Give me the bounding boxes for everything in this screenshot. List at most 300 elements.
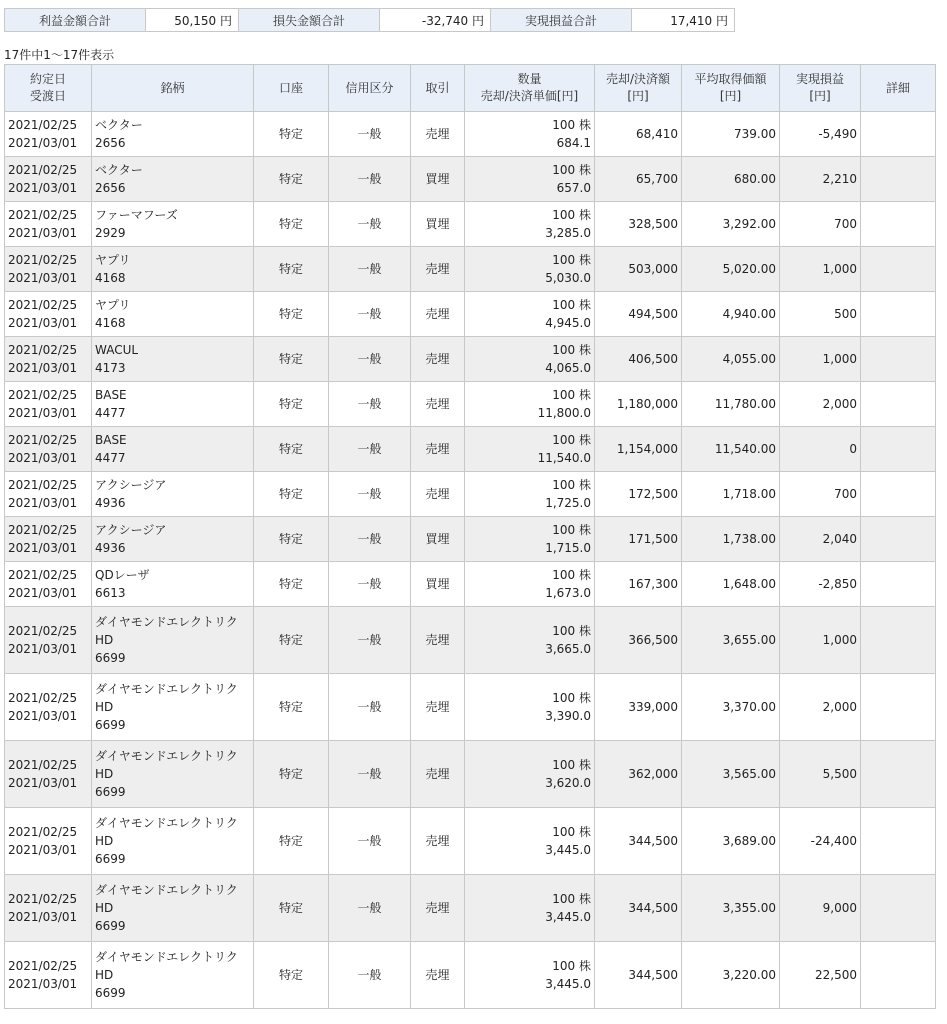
avg-cost-cell: 11,540.00 (682, 427, 780, 472)
settle-date: 2021/03/01 (8, 181, 78, 195)
realized-pnl-cell: 5,500 (780, 741, 861, 808)
quantity: 100 株 (552, 959, 591, 973)
realized-pnl-cell: 2,000 (780, 674, 861, 741)
amount-cell: 171,500 (595, 517, 682, 562)
settle-date: 2021/03/01 (8, 406, 78, 420)
quantity: 100 株 (552, 208, 591, 222)
amount-cell: 328,500 (595, 202, 682, 247)
stock-name: ベクター (95, 163, 143, 177)
dates-cell (5, 427, 92, 472)
amount-cell: 339,000 (595, 674, 682, 741)
table-row (5, 607, 936, 674)
dates-cell (5, 337, 92, 382)
settle-price: 3,620.0 (545, 776, 591, 790)
realized-pnl-cell: 2,000 (780, 382, 861, 427)
header-credit: 信用区分 (329, 65, 411, 112)
credit-cell: 一般 (329, 607, 411, 674)
quantity: 100 株 (552, 523, 591, 537)
stock-code: 6613 (95, 586, 126, 600)
qty-price-cell (465, 517, 595, 562)
stock-cell (92, 517, 254, 562)
table-row (5, 292, 936, 337)
trade-date: 2021/02/25 (8, 758, 78, 772)
stock-code: 2656 (95, 136, 126, 150)
quantity: 100 株 (552, 118, 591, 132)
avg-cost-cell: 11,780.00 (682, 382, 780, 427)
table-row (5, 337, 936, 382)
dates-cell (5, 741, 92, 808)
amount-cell: 406,500 (595, 337, 682, 382)
trade-date: 2021/02/25 (8, 343, 78, 357)
amount-cell: 1,180,000 (595, 382, 682, 427)
account-cell: 特定 (254, 337, 329, 382)
qty-price-cell (465, 112, 595, 157)
stock-name-suffix: HD (95, 834, 114, 848)
table-row (5, 247, 936, 292)
trade-date: 2021/02/25 (8, 478, 78, 492)
stock-name: アクシージア (95, 523, 167, 537)
credit-cell: 一般 (329, 942, 411, 1009)
settle-price: 3,665.0 (545, 642, 591, 656)
avg-cost-cell: 4,055.00 (682, 337, 780, 382)
trade-type-cell: 買埋 (411, 202, 465, 247)
stock-cell (92, 112, 254, 157)
net-total-label: 実現損益合計 (491, 9, 632, 32)
detail-cell (861, 517, 936, 562)
stock-cell (92, 875, 254, 942)
account-cell: 特定 (254, 157, 329, 202)
trade-type-cell: 買埋 (411, 517, 465, 562)
trade-date: 2021/02/25 (8, 624, 78, 638)
stock-name: ベクター (95, 118, 143, 132)
table-row (5, 942, 936, 1009)
detail-cell (861, 674, 936, 741)
settle-price: 3,445.0 (545, 843, 591, 857)
trade-type-cell: 売埋 (411, 112, 465, 157)
detail-cell (861, 562, 936, 607)
credit-cell: 一般 (329, 674, 411, 741)
stock-cell (92, 157, 254, 202)
qty-price-cell (465, 607, 595, 674)
trade-type-cell: 買埋 (411, 562, 465, 607)
settle-price: 3,390.0 (545, 709, 591, 723)
realized-pnl-cell: 700 (780, 472, 861, 517)
settle-price: 3,445.0 (545, 977, 591, 991)
table-row (5, 382, 936, 427)
dates-cell (5, 112, 92, 157)
settle-price: 684.1 (556, 136, 591, 150)
detail-cell (861, 875, 936, 942)
stock-code: 6699 (95, 651, 126, 665)
detail-cell (861, 337, 936, 382)
account-cell: 特定 (254, 472, 329, 517)
settle-price: 1,725.0 (545, 496, 591, 510)
stock-name-suffix: HD (95, 633, 114, 647)
settle-date: 2021/03/01 (8, 642, 78, 656)
net-total-value: 17,410 円 (632, 9, 735, 32)
quantity: 100 株 (552, 568, 591, 582)
quantity: 100 株 (552, 253, 591, 267)
stock-code: 4168 (95, 271, 126, 285)
credit-cell: 一般 (329, 382, 411, 427)
trade-date: 2021/02/25 (8, 892, 78, 906)
loss-total-value: -32,740 円 (380, 9, 491, 32)
stock-name-suffix: HD (95, 767, 114, 781)
stock-name: BASE (95, 433, 127, 447)
amount-cell: 344,500 (595, 875, 682, 942)
stock-name-suffix: HD (95, 700, 114, 714)
trade-type-cell: 売埋 (411, 741, 465, 808)
settle-date: 2021/03/01 (8, 843, 78, 857)
dates-cell (5, 875, 92, 942)
trade-type-cell: 売埋 (411, 674, 465, 741)
settle-date: 2021/03/01 (8, 451, 78, 465)
stock-cell (92, 741, 254, 808)
trades-body (5, 112, 936, 1009)
credit-cell: 一般 (329, 517, 411, 562)
trades-table (4, 64, 936, 1009)
qty-price-cell (465, 741, 595, 808)
table-row (5, 875, 936, 942)
stock-code: 6699 (95, 718, 126, 732)
credit-cell: 一般 (329, 202, 411, 247)
summary-row (5, 9, 735, 32)
stock-name: ヤプリ (95, 298, 131, 312)
avg-cost-cell: 3,292.00 (682, 202, 780, 247)
detail-cell (861, 808, 936, 875)
stock-name: ダイヤモンドエレクトリク (95, 749, 238, 763)
qty-price-cell (465, 808, 595, 875)
dates-cell (5, 674, 92, 741)
trade-date: 2021/02/25 (8, 523, 78, 537)
stock-code: 4477 (95, 451, 126, 465)
stock-cell (92, 607, 254, 674)
settle-date: 2021/03/01 (8, 541, 78, 555)
realized-pnl-cell: 2,210 (780, 157, 861, 202)
stock-cell (92, 808, 254, 875)
settle-date: 2021/03/01 (8, 977, 78, 991)
stock-name: BASE (95, 388, 127, 402)
account-cell: 特定 (254, 517, 329, 562)
amount-cell: 503,000 (595, 247, 682, 292)
realized-pnl-cell: 1,000 (780, 337, 861, 382)
detail-cell (861, 112, 936, 157)
amount-cell: 366,500 (595, 607, 682, 674)
header-amount: 売却/決済額 [円] (595, 65, 682, 112)
realized-pnl-cell: -2,850 (780, 562, 861, 607)
trade-type-cell: 売埋 (411, 337, 465, 382)
stock-cell (92, 427, 254, 472)
trade-date: 2021/02/25 (8, 433, 78, 447)
settle-date: 2021/03/01 (8, 271, 78, 285)
stock-cell (92, 472, 254, 517)
quantity: 100 株 (552, 624, 591, 638)
qty-price-cell (465, 472, 595, 517)
avg-cost-cell: 3,220.00 (682, 942, 780, 1009)
realized-pnl-cell: 500 (780, 292, 861, 337)
credit-cell: 一般 (329, 875, 411, 942)
stock-name: ダイヤモンドエレクトリク (95, 950, 238, 964)
settle-date: 2021/03/01 (8, 136, 78, 150)
settle-date: 2021/03/01 (8, 586, 78, 600)
stock-code: 2656 (95, 181, 126, 195)
settle-price: 11,800.0 (537, 406, 591, 420)
quantity: 100 株 (552, 433, 591, 447)
amount-cell: 167,300 (595, 562, 682, 607)
settle-price: 11,540.0 (537, 451, 591, 465)
settle-price: 3,445.0 (545, 910, 591, 924)
stock-name: QDレーザ (95, 568, 150, 582)
amount-cell: 494,500 (595, 292, 682, 337)
credit-cell: 一般 (329, 112, 411, 157)
qty-price-cell (465, 942, 595, 1009)
account-cell: 特定 (254, 112, 329, 157)
stock-name-suffix: HD (95, 968, 114, 982)
qty-price-cell (465, 247, 595, 292)
realized-pnl-cell: 2,040 (780, 517, 861, 562)
header-avg-cost: 平均取得価額 [円] (682, 65, 780, 112)
amount-cell: 362,000 (595, 741, 682, 808)
qty-price-cell (465, 337, 595, 382)
stock-code: 6699 (95, 785, 126, 799)
realized-pnl-cell: 0 (780, 427, 861, 472)
stock-cell (92, 292, 254, 337)
trade-date: 2021/02/25 (8, 163, 78, 177)
avg-cost-cell: 3,689.00 (682, 808, 780, 875)
stock-cell (92, 247, 254, 292)
quantity: 100 株 (552, 758, 591, 772)
account-cell: 特定 (254, 741, 329, 808)
table-row (5, 808, 936, 875)
trade-date: 2021/02/25 (8, 959, 78, 973)
account-cell: 特定 (254, 202, 329, 247)
detail-cell (861, 382, 936, 427)
quantity: 100 株 (552, 892, 591, 906)
settle-price: 657.0 (556, 181, 591, 195)
table-row (5, 472, 936, 517)
stock-name: ダイヤモンドエレクトリク (95, 615, 238, 629)
quantity: 100 株 (552, 343, 591, 357)
quantity: 100 株 (552, 691, 591, 705)
summary-table (4, 8, 735, 32)
stock-name: ダイヤモンドエレクトリク (95, 682, 238, 696)
trade-date: 2021/02/25 (8, 825, 78, 839)
trade-type-cell: 売埋 (411, 472, 465, 517)
stock-cell (92, 382, 254, 427)
stock-name: ダイヤモンドエレクトリク (95, 816, 238, 830)
dates-cell (5, 247, 92, 292)
stock-code: 6699 (95, 986, 126, 1000)
trade-date: 2021/02/25 (8, 298, 78, 312)
dates-cell (5, 808, 92, 875)
qty-price-cell (465, 875, 595, 942)
qty-price-cell (465, 292, 595, 337)
trade-date: 2021/02/25 (8, 253, 78, 267)
account-cell: 特定 (254, 427, 329, 472)
dates-cell (5, 517, 92, 562)
stock-code: 4168 (95, 316, 126, 330)
settle-price: 4,945.0 (545, 316, 591, 330)
quantity: 100 株 (552, 388, 591, 402)
profit-total-value: 50,150 円 (146, 9, 239, 32)
header-qty-price: 数量 売却/決済単価[円] (465, 65, 595, 112)
settle-price: 5,030.0 (545, 271, 591, 285)
dates-cell (5, 157, 92, 202)
dates-cell (5, 562, 92, 607)
trade-type-cell: 売埋 (411, 247, 465, 292)
settle-price: 4,065.0 (545, 361, 591, 375)
table-header-row (5, 65, 936, 112)
realized-pnl-cell: -24,400 (780, 808, 861, 875)
settle-date: 2021/03/01 (8, 361, 78, 375)
account-cell: 特定 (254, 875, 329, 942)
trade-type-cell: 売埋 (411, 292, 465, 337)
stock-code: 4936 (95, 496, 126, 510)
account-cell: 特定 (254, 247, 329, 292)
stock-cell (92, 337, 254, 382)
stock-name-suffix: HD (95, 901, 114, 915)
qty-price-cell (465, 427, 595, 472)
credit-cell: 一般 (329, 292, 411, 337)
header-dates: 約定日 受渡日 (5, 65, 92, 112)
qty-price-cell (465, 382, 595, 427)
account-cell: 特定 (254, 292, 329, 337)
header-account: 口座 (254, 65, 329, 112)
avg-cost-cell: 5,020.00 (682, 247, 780, 292)
avg-cost-cell: 1,648.00 (682, 562, 780, 607)
settle-price: 1,715.0 (545, 541, 591, 555)
table-row (5, 562, 936, 607)
account-cell: 特定 (254, 562, 329, 607)
table-row (5, 157, 936, 202)
dates-cell (5, 292, 92, 337)
stock-code: 6699 (95, 919, 126, 933)
account-cell: 特定 (254, 942, 329, 1009)
profit-total-label: 利益金額合計 (5, 9, 146, 32)
header-detail: 詳細 (861, 65, 936, 112)
credit-cell: 一般 (329, 562, 411, 607)
qty-price-cell (465, 674, 595, 741)
stock-cell (92, 942, 254, 1009)
stock-code: 6699 (95, 852, 126, 866)
avg-cost-cell: 1,718.00 (682, 472, 780, 517)
credit-cell: 一般 (329, 157, 411, 202)
dates-cell (5, 607, 92, 674)
realized-pnl-cell: 9,000 (780, 875, 861, 942)
trade-date: 2021/02/25 (8, 388, 78, 402)
settle-date: 2021/03/01 (8, 776, 78, 790)
qty-price-cell (465, 562, 595, 607)
trade-type-cell: 売埋 (411, 427, 465, 472)
stock-name: ヤプリ (95, 253, 131, 267)
credit-cell: 一般 (329, 337, 411, 382)
header-realized-pnl: 実現損益 [円] (780, 65, 861, 112)
detail-cell (861, 157, 936, 202)
table-row (5, 741, 936, 808)
avg-cost-cell: 739.00 (682, 112, 780, 157)
dates-cell (5, 942, 92, 1009)
dates-cell (5, 202, 92, 247)
amount-cell: 68,410 (595, 112, 682, 157)
trade-date: 2021/02/25 (8, 568, 78, 582)
account-cell: 特定 (254, 808, 329, 875)
table-row (5, 112, 936, 157)
loss-total-label: 損失金額合計 (239, 9, 380, 32)
trade-type-cell: 売埋 (411, 808, 465, 875)
table-row (5, 427, 936, 472)
realized-pnl-cell: 22,500 (780, 942, 861, 1009)
settle-date: 2021/03/01 (8, 496, 78, 510)
qty-price-cell (465, 157, 595, 202)
stock-name: アクシージア (95, 478, 167, 492)
result-count: 17件中1～17件表示 (4, 48, 115, 62)
stock-cell (92, 674, 254, 741)
quantity: 100 株 (552, 478, 591, 492)
avg-cost-cell: 1,738.00 (682, 517, 780, 562)
avg-cost-cell: 3,655.00 (682, 607, 780, 674)
realized-pnl-cell: 1,000 (780, 247, 861, 292)
settle-price: 1,673.0 (545, 586, 591, 600)
credit-cell: 一般 (329, 472, 411, 517)
avg-cost-cell: 3,370.00 (682, 674, 780, 741)
account-cell: 特定 (254, 382, 329, 427)
quantity: 100 株 (552, 163, 591, 177)
dates-cell (5, 382, 92, 427)
stock-name: ファーマフーズ (95, 208, 178, 222)
credit-cell: 一般 (329, 247, 411, 292)
detail-cell (861, 607, 936, 674)
trade-type-cell: 売埋 (411, 942, 465, 1009)
avg-cost-cell: 680.00 (682, 157, 780, 202)
amount-cell: 65,700 (595, 157, 682, 202)
amount-cell: 1,154,000 (595, 427, 682, 472)
settle-date: 2021/03/01 (8, 910, 78, 924)
stock-name: ダイヤモンドエレクトリク (95, 883, 238, 897)
realized-pnl-cell: -5,490 (780, 112, 861, 157)
qty-price-cell (465, 202, 595, 247)
detail-cell (861, 202, 936, 247)
stock-code: 4173 (95, 361, 126, 375)
avg-cost-cell: 3,355.00 (682, 875, 780, 942)
credit-cell: 一般 (329, 741, 411, 808)
stock-code: 2929 (95, 226, 126, 240)
quantity: 100 株 (552, 825, 591, 839)
avg-cost-cell: 3,565.00 (682, 741, 780, 808)
trade-type-cell: 売埋 (411, 382, 465, 427)
stock-code: 4477 (95, 406, 126, 420)
amount-cell: 344,500 (595, 942, 682, 1009)
detail-cell (861, 741, 936, 808)
stock-cell (92, 202, 254, 247)
account-cell: 特定 (254, 674, 329, 741)
trade-date: 2021/02/25 (8, 118, 78, 132)
realized-pnl-cell: 700 (780, 202, 861, 247)
settle-date: 2021/03/01 (8, 709, 78, 723)
account-cell: 特定 (254, 607, 329, 674)
trade-type-cell: 売埋 (411, 607, 465, 674)
trade-date: 2021/02/25 (8, 691, 78, 705)
table-row (5, 517, 936, 562)
stock-cell (92, 562, 254, 607)
trade-type-cell: 買埋 (411, 157, 465, 202)
stock-name: WACUL (95, 343, 139, 357)
detail-cell (861, 942, 936, 1009)
amount-cell: 344,500 (595, 808, 682, 875)
amount-cell: 172,500 (595, 472, 682, 517)
header-trade: 取引 (411, 65, 465, 112)
detail-cell (861, 472, 936, 517)
settle-date: 2021/03/01 (8, 316, 78, 330)
